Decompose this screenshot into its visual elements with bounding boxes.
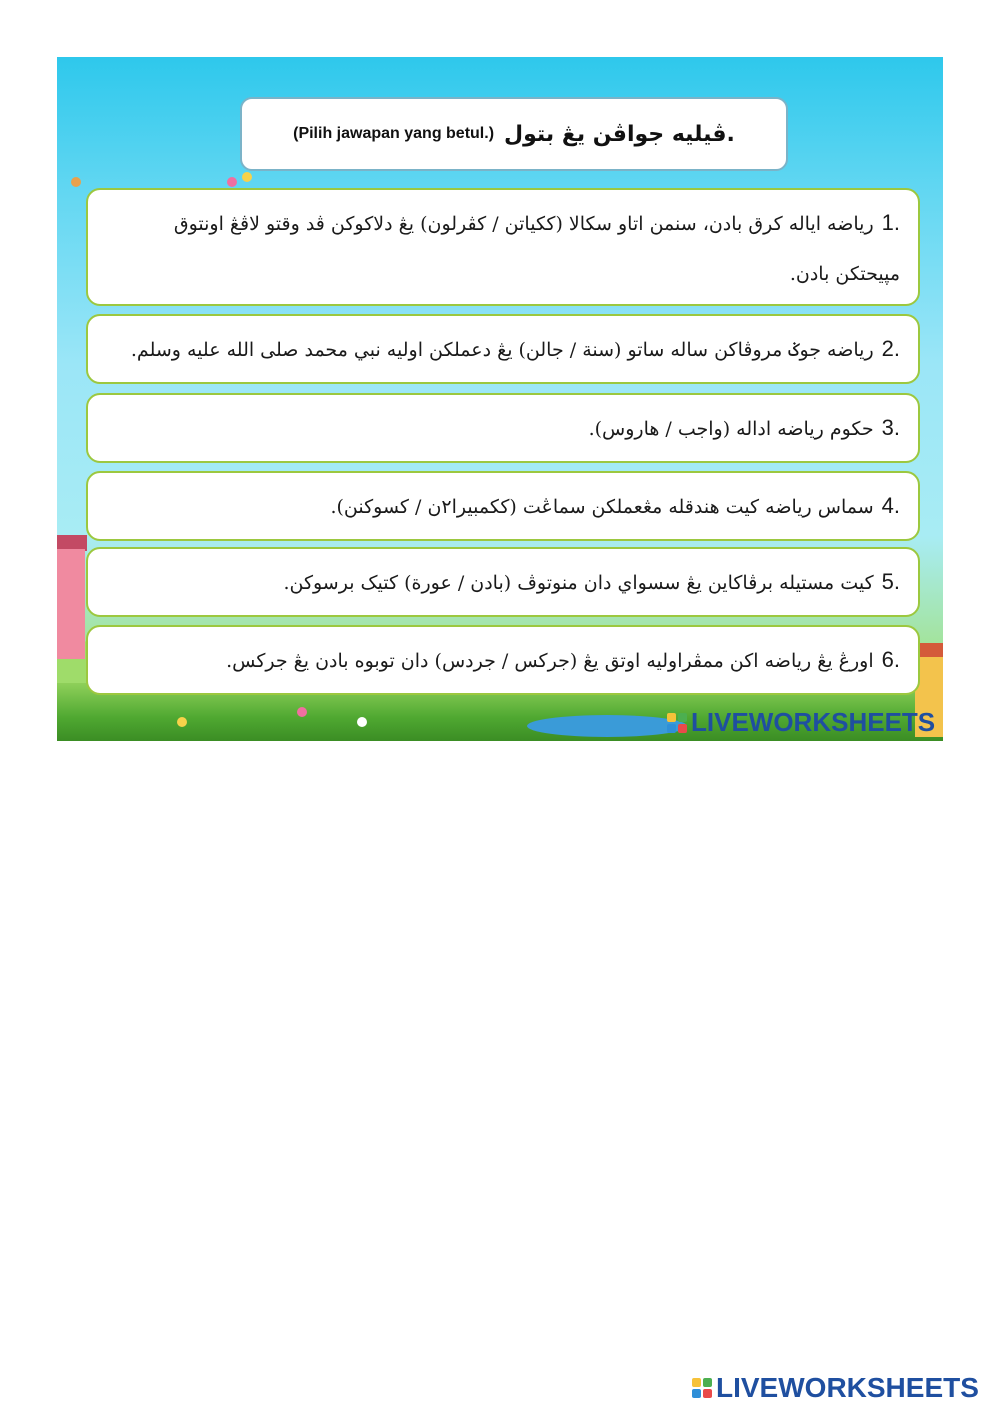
liveworksheets-logo-inner — [667, 707, 935, 738]
title-latin: (Pilih jawapan yang betul.) — [293, 125, 495, 142]
question-text: اورڠ يڠ رياضه اکن ممڤراوليه اوتق يڠ (جرکس / جردس) دان توبوه بادن يڠ جرکس. — [226, 650, 874, 672]
question-text: سماس رياضه کيت هندقله مڠعملکن سماڠت (ککمبيرا٢ن / کسوکنن). — [330, 496, 874, 518]
flower-decoration — [177, 717, 187, 727]
instruction-title — [240, 97, 788, 171]
question-text: رياضه اياله کرق بادن، سنمن اتاو سکالا (ککياتن / کڤرلون) يڠ دلاکوکن ڤد وقتو لاڤڠ اونتوق مپيحتکن بادن. — [173, 213, 900, 285]
question-number: 5. — [881, 569, 900, 594]
brand-text: LIVEWORKSHEETS — [716, 1372, 979, 1403]
question-text: کيت مستيله برڤاکاين يڠ سسواي دان منوتوڤ (بادن / عورة) کتيک برسوکن. — [283, 572, 874, 594]
question-number: 6. — [881, 647, 900, 672]
liveworksheets-logo-icon — [692, 1378, 712, 1398]
pond-decoration — [527, 715, 687, 737]
question-2-box — [86, 314, 920, 384]
flower-decoration — [227, 177, 237, 187]
flower-decoration — [71, 177, 81, 187]
question-6-box — [86, 625, 920, 695]
flower-decoration — [297, 707, 307, 717]
question-number: 1. — [881, 210, 900, 235]
worksheet-image — [57, 57, 943, 741]
title-jawi: ڤيليه جواڤن يڠ بتول. — [504, 121, 735, 147]
question-text: رياضه جوݢ مروڤاکن ساله ساتو (سنة / جالن) يڠ دعملکن اوليه نبي محمد صلى الله عليه وسلم. — [130, 339, 874, 361]
brand-text: LIVEWORKSHEETS — [691, 707, 936, 737]
question-number: 2. — [881, 336, 900, 361]
flower-decoration — [242, 172, 252, 182]
question-1-box — [86, 188, 920, 306]
question-number: 3. — [881, 415, 900, 440]
question-5-box — [86, 547, 920, 617]
question-4-box — [86, 471, 920, 541]
house-decoration — [57, 549, 85, 659]
question-number: 4. — [881, 493, 900, 518]
question-text: حکوم رياضه اداله (واجب / هاروس). — [588, 418, 874, 440]
liveworksheets-logo-footer[interactable] — [692, 1372, 979, 1404]
flower-decoration — [357, 717, 367, 727]
liveworksheets-logo-icon — [667, 713, 687, 733]
question-3-box — [86, 393, 920, 463]
